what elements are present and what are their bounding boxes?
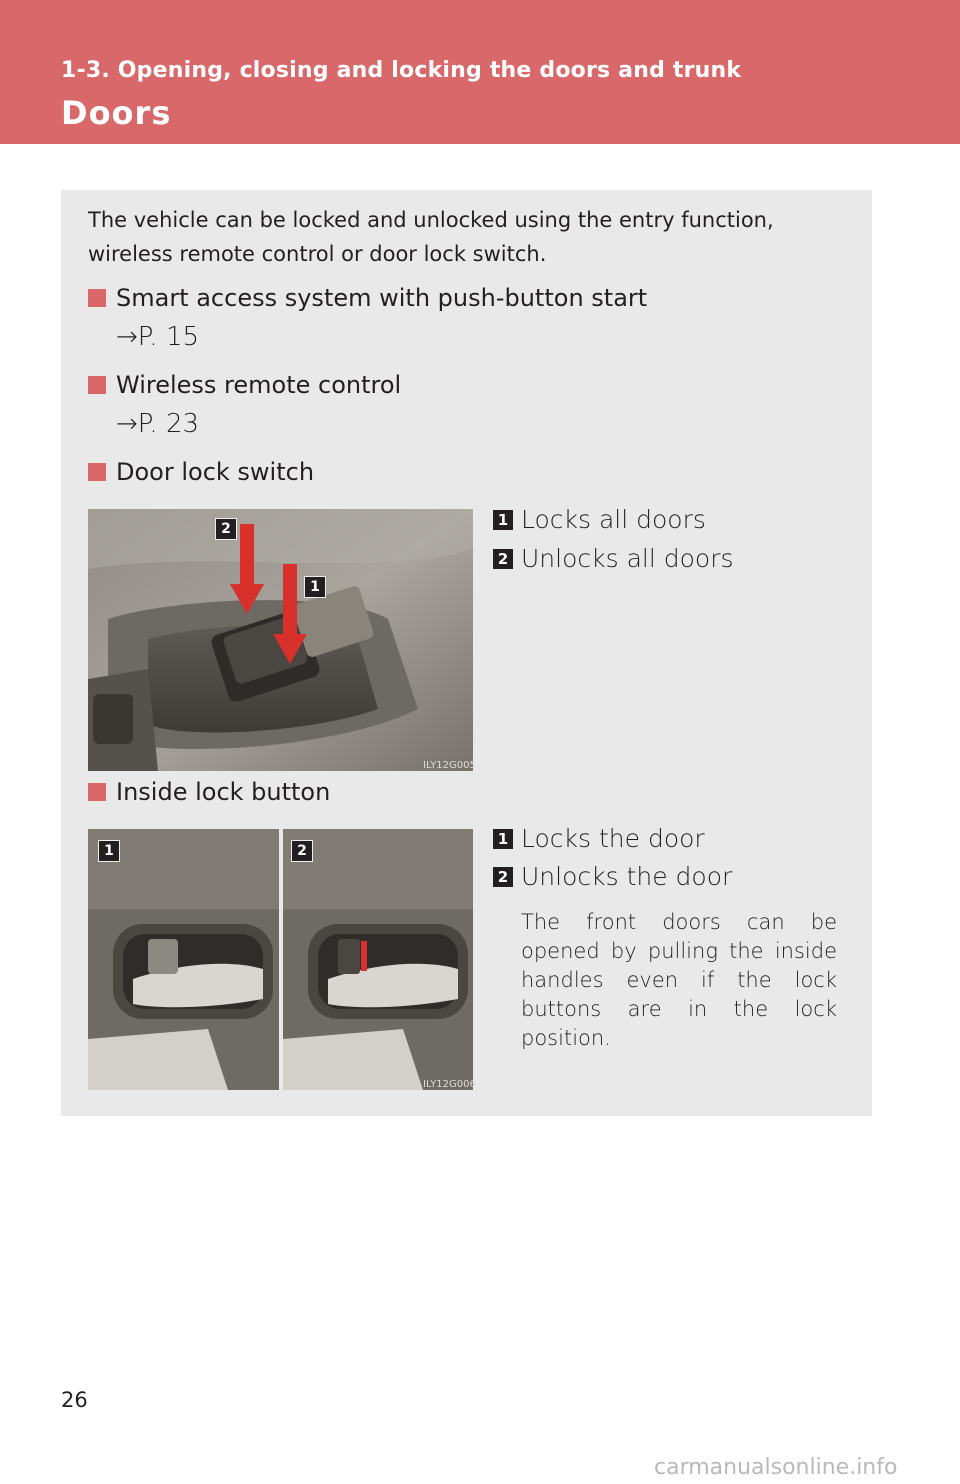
door-lock-switch-illustration <box>88 509 473 771</box>
heading-wireless-remote <box>88 371 401 399</box>
inside-handle-illustration <box>88 829 279 1090</box>
heading-inside-lock-button <box>88 778 330 806</box>
heading-label: Smart access system with push-button start <box>116 284 648 312</box>
item-text: Locks all doors <box>521 505 706 534</box>
callout-1: 1 <box>98 840 120 862</box>
item-text: Locks the door <box>521 824 705 853</box>
image-code: ILY12G006 <box>423 1079 476 1090</box>
inside-lock-photo-unlocked <box>283 829 473 1090</box>
heading-smart-access <box>88 284 647 312</box>
list-item <box>493 544 734 573</box>
square-bullet-icon <box>88 463 106 481</box>
page-reference-link[interactable]: →P. 15 <box>116 322 200 352</box>
image-code: ILY12G005 <box>423 760 476 771</box>
heading-door-lock-switch <box>88 458 314 486</box>
callout-2: 2 <box>215 518 237 540</box>
square-bullet-icon <box>88 783 106 801</box>
item-text: Unlocks all doors <box>521 544 734 573</box>
number-badge: 2 <box>493 867 513 887</box>
number-badge: 1 <box>493 510 513 530</box>
square-bullet-icon <box>88 376 106 394</box>
heading-label: Inside lock button <box>116 778 331 806</box>
callout-1: 1 <box>304 576 326 598</box>
page-title: Doors <box>61 94 172 132</box>
list-item <box>493 862 732 891</box>
page-header <box>0 0 960 144</box>
callout-2: 2 <box>291 840 313 862</box>
intro-text: The vehicle can be locked and unlocked using the entry function, wireless remote control or door lock switch. <box>88 208 774 266</box>
heading-label: Door lock switch <box>116 458 315 486</box>
list-item <box>493 824 705 853</box>
note-text: The front doors can be opened by pulling the inside handles even if the lock buttons are in the lock position. <box>521 910 837 1050</box>
item-text: Unlocks the door <box>521 862 733 891</box>
door-lock-switch-photo <box>88 509 473 771</box>
list-item <box>493 505 706 534</box>
page-number: 26 <box>61 1388 88 1412</box>
inside-lock-photo-locked <box>88 829 279 1090</box>
page-reference-link[interactable]: →P. 23 <box>116 409 200 439</box>
watermark: carmanualsonline.info <box>654 1455 898 1480</box>
section-title: 1-3. Opening, closing and locking the doors and trunk <box>61 58 742 83</box>
number-badge: 2 <box>493 549 513 569</box>
inside-handle-illustration <box>283 829 473 1090</box>
heading-label: Wireless remote control <box>116 371 402 399</box>
number-badge: 1 <box>493 829 513 849</box>
square-bullet-icon <box>88 289 106 307</box>
